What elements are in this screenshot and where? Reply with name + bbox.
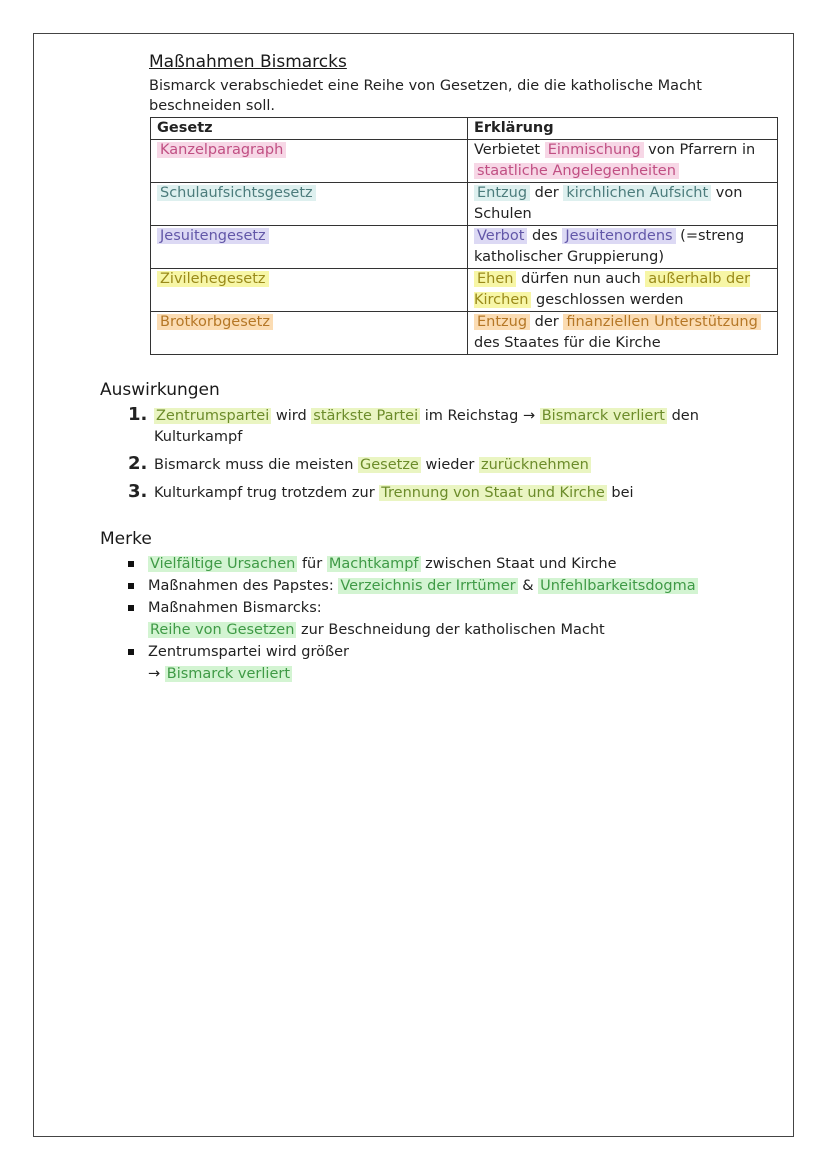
column-header-law: Gesetz: [151, 118, 468, 140]
item-number: 1.: [128, 404, 148, 425]
law-name: Zivilehegesetz: [157, 271, 269, 287]
list-item: 2. Bismarck muss die meisten Gesetze wieder zurücknehmen: [128, 453, 589, 474]
effects-list: [128, 406, 768, 511]
law-explanation: Ehen dürfen nun auch außerhalb der Kirchen geschlossen werden: [468, 269, 778, 312]
bullet-icon: [128, 649, 134, 655]
law-explanation: Verbot des Jesuitenordens (=streng katholischer Gruppierung): [468, 226, 778, 269]
table-header-row: [151, 118, 778, 140]
column-header-explanation: Erklärung: [468, 118, 778, 140]
law-name: Brotkorbgesetz: [157, 314, 273, 330]
table-row: [151, 312, 778, 355]
table-row: [151, 140, 778, 183]
effects-heading: Auswirkungen: [100, 380, 220, 400]
merke-list: [128, 553, 768, 685]
table-row: [151, 226, 778, 269]
bullet-icon: [128, 583, 134, 589]
table-row: [151, 183, 778, 226]
table-row: [151, 269, 778, 312]
law-name: Schulaufsichtsgesetz: [157, 185, 316, 201]
law-explanation: Entzug der finanziellen Unterstützung des Staates für die Kirche: [468, 312, 778, 355]
list-item: Vielfältige Ursachen für Machtkampf zwischen Staat und Kirche: [128, 553, 768, 575]
list-item: Maßnahmen Bismarcks: Reihe von Gesetzen zur Beschneidung der katholischen Macht: [128, 597, 768, 641]
law-explanation: Verbietet Einmischung von Pfarrern in staatliche Angelegenheiten: [468, 140, 778, 183]
law-name: Kanzelparagraph: [157, 142, 286, 158]
laws-table: [150, 117, 778, 355]
list-item: 3. Kulturkampf trug trotzdem zur Trennung von Staat und Kirche bei: [128, 481, 634, 502]
merke-heading: Merke: [100, 529, 152, 549]
item-number: 2.: [128, 453, 148, 474]
list-item: Maßnahmen des Papstes: Verzeichnis der Irrtümer & Unfehlbarkeitsdogma: [128, 575, 768, 597]
bullet-icon: [128, 561, 134, 567]
law-name: Jesuitengesetz: [157, 228, 269, 244]
law-explanation: Entzug der kirchlichen Aufsicht von Schulen: [468, 183, 778, 226]
item-number: 3.: [128, 481, 148, 502]
bullet-icon: [128, 605, 134, 611]
list-item: Zentrumspartei wird größer → Bismarck verliert: [128, 641, 768, 685]
document-title: Maßnahmen Bismarcks: [149, 52, 347, 72]
list-item: 1. Zentrumspartei wird stärkste Partei im Reichstag → Bismarck verliert den Kulturkampf: [128, 404, 699, 445]
intro-text: Bismarck verabschiedet eine Reihe von Gesetzen, die die katholische Macht beschneiden soll.: [149, 78, 702, 114]
